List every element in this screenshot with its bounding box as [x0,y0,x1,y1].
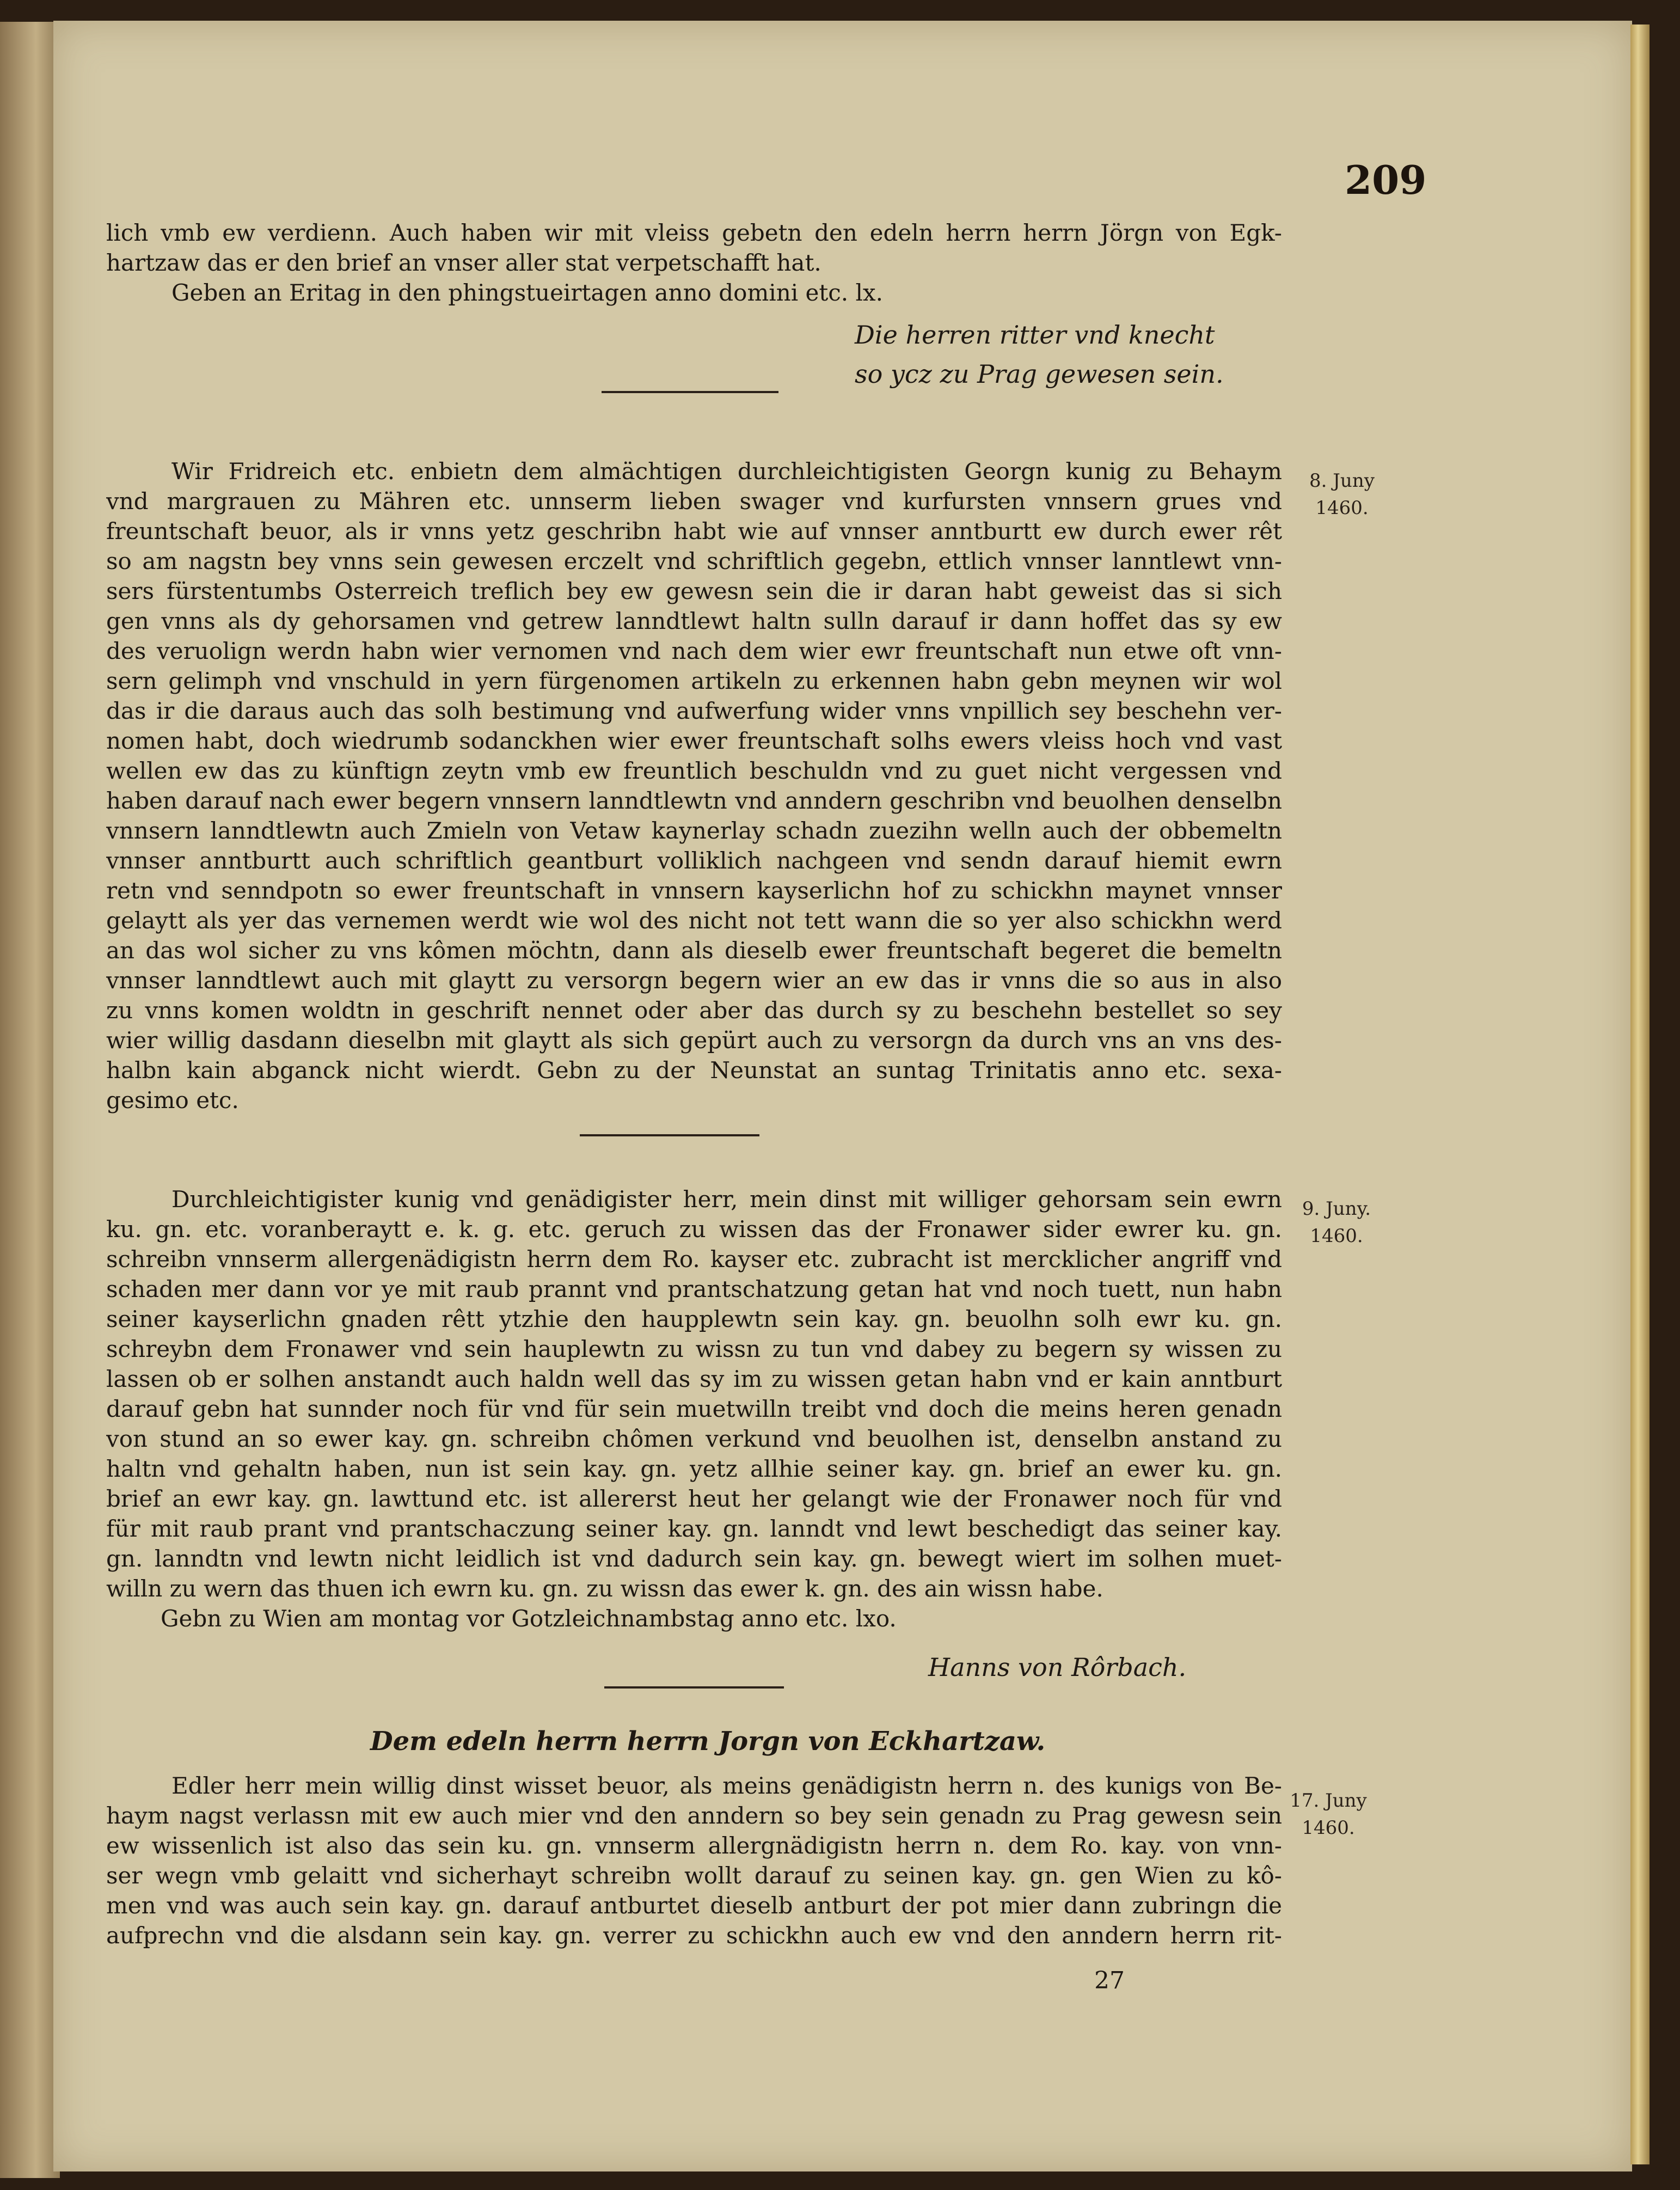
text-line: gen vnns als dy gehorsamen vnd getrew lanndtlewt haltn sulln darauf ir dann hoffet das sy ew [106,608,1282,634]
margin-date [1293,1195,1380,1250]
page-number: 209 [1345,157,1427,203]
margin-date [1298,467,1385,522]
signature-mark: 27 [1094,1967,1125,1995]
text-line: wier willig dasdann dieselbn mit glaytt als sich gepürt auch zu versorgn da durch vns an vns des- [106,1027,1282,1054]
signature-line: Die herren ritter vnd knecht [855,320,1215,350]
letter-1-closing [106,218,1282,308]
text-line: haltn vnd gehaltn haben, nun ist sein kay. gn. yetz allhie seiner kay. gn. brief an ewer ku. gn. [106,1455,1282,1482]
text-line: ku. gn. etc. voranberaytt e. k. g. etc. geruch zu wissen das der Fronawer sider ewrer ku. gn. [106,1216,1282,1243]
letter-4 [106,1771,1282,1950]
text-line: haben darauf nach ewer begern vnnsern lanndtlewtn vnd anndern geschribn vnd beuolhen denselbn [106,787,1282,814]
text-line: ew wissenlich ist also das sein ku. gn. vnnserm allergnädigistn herrn n. dem Ro. kay. von vnn- [106,1832,1282,1859]
text-line: vnnser anntburtt auch schriftlich geantburt volliklich nachgeen vnd sendn darauf hiemit ewrn [106,847,1282,874]
text-line: ser wegn vmb gelaitt vnd sicherhayt schreibn wollt darauf zu seinen kay. gn. gen Wien zu kô- [106,1862,1282,1889]
text-line: zu vnns komen woldtn in geschrift nennet oder aber das durch sy zu beschehn bestellet so sey [106,997,1282,1024]
text-line: lich vmb ew verdienn. Auch haben wir mit vleiss gebetn den edeln herrn herrn Jörgn von Egk- [106,219,1282,246]
text-line: gn. lanndtn vnd lewtn nicht leidlich ist vnd dadurch sein kay. gn. bewegt wiert im solhen muet- [106,1545,1282,1572]
text-line: gelaytt als yer das vernemen werdt wie wol des nicht not tett wann die so yer also schickhn werd [106,907,1282,934]
facing-page-edge [0,22,60,2178]
text-line: von stund an so ewer kay. gn. schreibn chômen verkund vnd beuolhen ist, denselbn anstand zu [106,1426,1282,1452]
text-line: vnd margrauen zu Mähren etc. unnserm lieben swager vnd kurfursten vnnsern grues vnd [106,488,1282,515]
text-line: an das wol sicher zu vns kômen möchtn, dann als dieselb ewer freuntschaft begeret die bemeltn [106,937,1282,964]
text-line: seiner kayserlichn gnaden rêtt ytzhie den haupplewtn sein kay. gn. beuolhn solh ewr ku. gn. [106,1306,1282,1332]
text-line: schaden mer dann vor ye mit raub prannt vnd prantschatzung getan hat vnd noch tuett, nun habn [106,1276,1282,1302]
text-line: des veruolign werdn habn wier vernomen vnd nach dem wier ewr freuntschaft nun etwe oft vnn- [106,638,1282,664]
signature-hanns-von-rorbach: Hanns von Rôrbach. [928,1653,1187,1682]
text-line: sers fürstentumbs Osterreich treflich bey ew gewesn sein die ir daran habt geweist das si sich [106,578,1282,604]
text-line: haym nagst verlassn mit ew auch mier vnd den anndern so bey sein genadn zu Prag gewesn sein [106,1802,1282,1829]
text-line: retn vnd senndpotn so ewer freuntschaft in vnnsern kayserlichn hof zu schickhn maynet vnnser [106,877,1282,904]
letter-3 [106,1184,1282,1634]
text-line: gesimo etc. [106,1087,239,1114]
margin-date [1285,1787,1372,1842]
text-line: freuntschaft beuor, als ir vnns yetz geschribn habt wie auf vnnser anntburtt ew durch ewer rêt [106,518,1282,545]
text-line: wellen ew das zu künftign zeytn vmb ew freuntlich beschuldn vnd zu guet nicht vergessen vnd [106,757,1282,784]
text-line: halbn kain abganck nicht wierdt. Gebn zu der Neunstat an suntag Trinitatis anno etc. sexa- [106,1057,1282,1084]
text-line: darauf gebn hat sunnder noch für vnd für sein muetwilln treibt vnd doch die meins heren genadn [106,1396,1282,1422]
page-stack-edge [1630,25,1650,2164]
text-line: men vnd was auch sein kay. gn. darauf antburtet dieselb antburt der pot mier dann zubringn die [106,1892,1282,1919]
section-divider [604,1686,784,1689]
text-line: Gebn zu Wien am montag vor Gotzleichnambstag anno etc. lxo. [161,1605,897,1632]
margin-date-day: 17. Juny [1290,1790,1367,1812]
text-line: das ir die daraus auch das solh bestimung vnd aufwerfung wider vnns vnpillich sey beschehn ver- [106,698,1282,724]
section-divider [580,1134,759,1136]
letter-4-heading: Dem edeln herrn herrn Jorgn von Eckhartzaw. [370,1726,1046,1757]
text-line: Edler herr mein willig dinst wisset beuor, als meins genädigistn herrn n. des kunigs von Be- [171,1772,1282,1799]
text-line: willn zu wern das thuen ich ewrn ku. gn. zu wissn das ewer k. gn. des ain wissn habe. [106,1575,1103,1602]
signature-line: so ycz zu Prag gewesen sein. [855,359,1224,389]
text-line: Geben an Eritag in den phingstueirtagen anno domini etc. lx. [171,279,883,306]
text-line: schreybn dem Fronawer vnd sein hauplewtn zu wissn zu tun vnd dabey zu begern sy wissen zu [106,1336,1282,1362]
text-line: sern gelimph vnd vnschuld in yern fürgenomen artikeln zu erkennen habn gebn meynen wir wol [106,668,1282,694]
margin-date-year: 1460. [1310,1225,1363,1247]
text-line: Durchleichtigister kunig vnd genädigister herr, mein dinst mit williger gehorsam sein ewrn [171,1186,1282,1213]
text-line: Wir Fridreich etc. enbietn dem almächtigen durchleichtigisten Georgn kunig zu Behaym [171,458,1282,485]
letter-2 [106,456,1282,1115]
text-line: aufprechn vnd die alsdann sein kay. gn. verrer zu schickhn auch ew vnd den anndern herrn rit- [106,1922,1282,1949]
text-line: für mit raub prant vnd prantschaczung seiner kay. gn. lanndt vnd lewt beschedigt das seiner kay. [106,1515,1282,1542]
margin-date-day: 9. Juny. [1302,1198,1371,1220]
margin-date-year: 1460. [1315,497,1369,519]
text-line: lassen ob er solhen anstandt auch haldn well das sy im zu wissen getan habn vnd er kain anntburt [106,1366,1282,1392]
margin-date-year: 1460. [1302,1817,1355,1839]
margin-date-day: 8. Juny [1309,470,1375,492]
text-line: vnnser lanndtlewt auch mit glaytt zu versorgn begern wier an ew das ir vnns die so aus in also [106,967,1282,994]
text-line: so am nagstn bey vnns sein gewesen erczelt vnd schriftlich gegebn, ettlich vnnser lanntlewt vnn- [106,548,1282,574]
text-line: nomen habt, doch wiedrumb sodanckhen wier ewer freuntschaft solhs ewers vleiss hoch vnd vast [106,727,1282,754]
text-line: brief an ewr kay. gn. lawttund etc. ist allererst heut her gelangt wie der Fronawer noch für vnd [106,1485,1282,1512]
section-divider [602,391,778,393]
text-line: vnnsern lanndtlewtn auch Zmieln von Vetaw kaynerlay schadn zuezihn welln auch der obbemeltn [106,817,1282,844]
text-line: hartzaw das er den brief an vnser aller stat verpetschafft hat. [106,249,821,276]
text-line: schreibn vnnserm allergenädigistn herrn dem Ro. kayser etc. zubracht ist mercklicher angriff vnd [106,1246,1282,1273]
